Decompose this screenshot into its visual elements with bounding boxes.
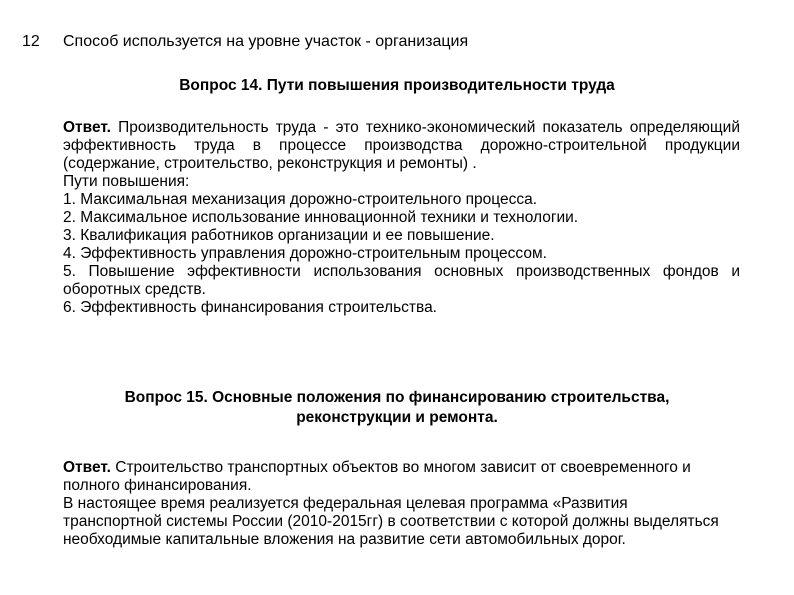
page-number: 12 — [22, 33, 40, 50]
answer-15-label: Ответ. — [63, 459, 111, 476]
list-item: 5. Повышение эффективности использования основных производственных фондов и оборотных средств. — [63, 263, 740, 298]
question-15-title-line2: реконструкции и ремонта. — [296, 409, 498, 426]
list-item: 3. Квалификация работников организации и ее повышение. — [63, 227, 495, 244]
answer-15-paragraph — [63, 459, 723, 495]
question-15-title-line1: Вопрос 15. Основные положения по финансированию строительства, — [124, 389, 670, 406]
answer-14-label: Ответ. — [63, 119, 111, 136]
question-15-title — [60, 388, 734, 428]
question-14-title: Вопрос 14. Пути повышения производительности труда — [179, 77, 615, 94]
header-text: Способ используется на уровне участок - организация — [63, 33, 469, 50]
answer-14-paragraph — [63, 119, 740, 173]
list-item: 4. Эффективность управления дорожно-строительным процессом. — [63, 245, 547, 262]
answer-15-paragraph-2: В настоящее время реализуется федеральная целевая программа «Развития транспортной системы России (2010-2015гг) в соответствии с которой должны выделяться необходимые капитальные вложения на развитие сети автомобильных дорог. — [63, 495, 719, 548]
question-14-answer — [63, 119, 740, 317]
list-item: 1. Максимальная механизация дорожно-строительного процесса. — [63, 191, 538, 208]
ways-heading: Пути повышения: — [63, 173, 190, 190]
list-item: 6. Эффективность финансирования строительства. — [63, 299, 437, 316]
answer-15-text: Строительство транспортных объектов во многом зависит от своевременного и полного финансирования. — [63, 459, 691, 494]
question-15-answer — [63, 459, 723, 549]
answer-14-text: Производительность труда - это технико-экономический показатель определяющий эффективность труда в процессе производства дорожно-строительной продукции (содержание, строительство, реконструкция и ремонты) . — [63, 119, 740, 172]
list-item: 2. Максимальное использование инновационной техники и технологии. — [63, 209, 579, 226]
